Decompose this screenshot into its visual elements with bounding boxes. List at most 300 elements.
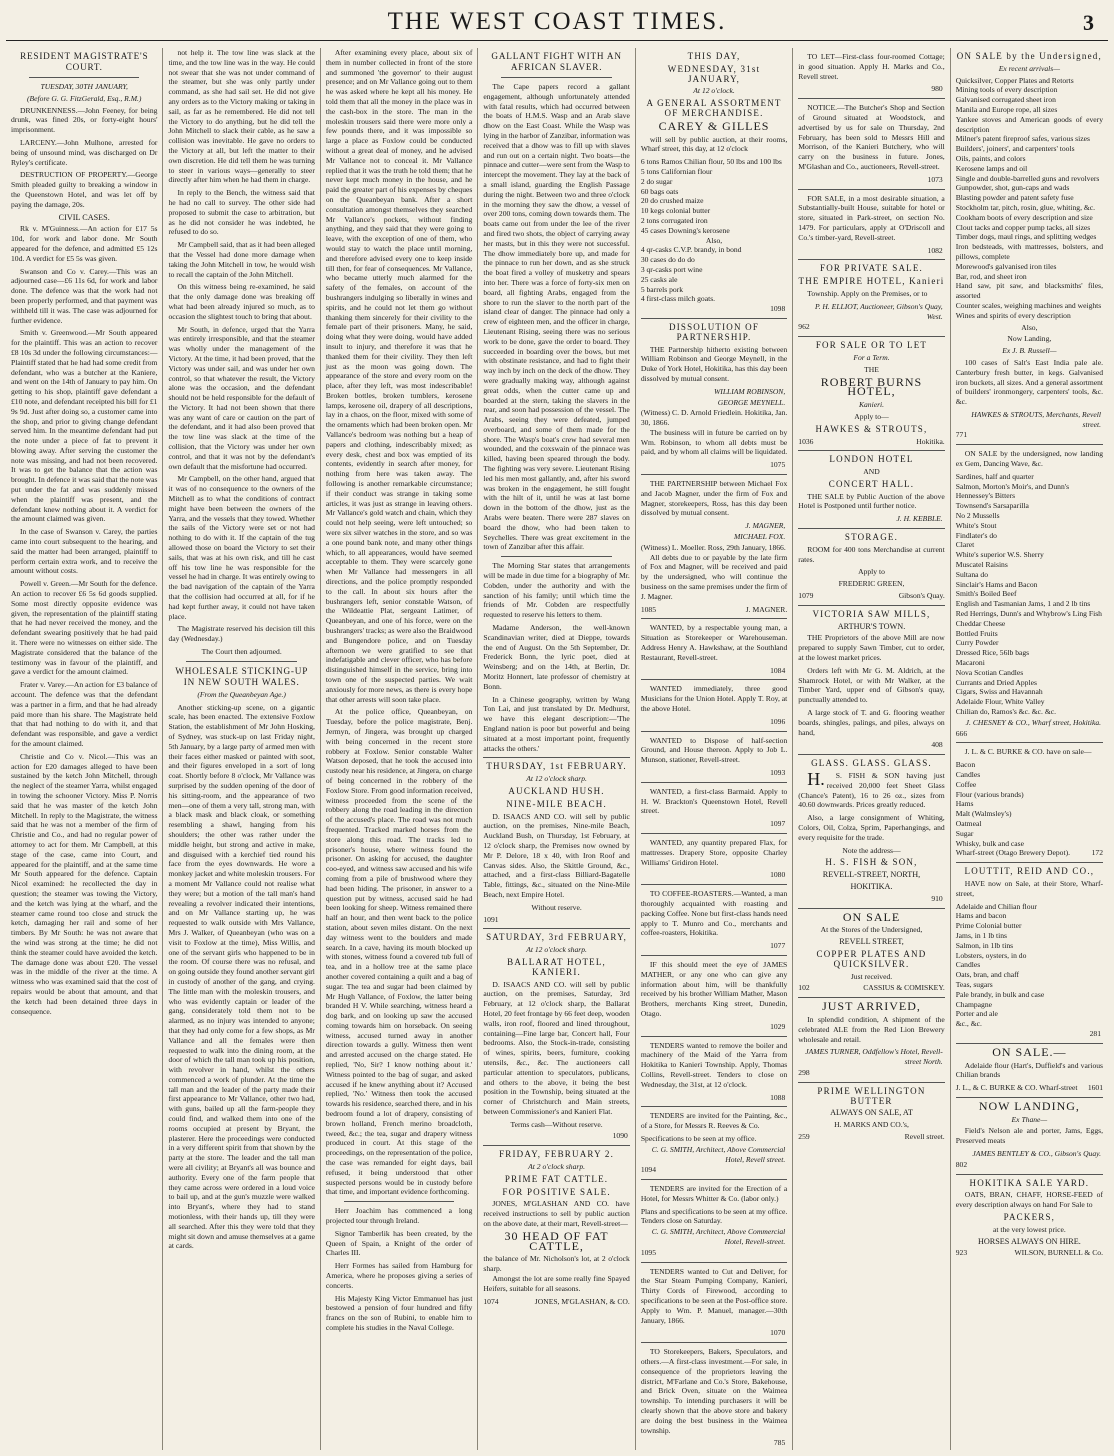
ad-headline: FOR SALE OR TO LET: [815, 340, 928, 351]
list-item: Flour (various brands): [955, 789, 1024, 799]
ad-footer: [483, 1297, 629, 1307]
divider: [501, 77, 611, 78]
divider: [956, 1043, 1103, 1044]
list-item: Macaroni: [955, 658, 985, 668]
divider: [798, 528, 944, 529]
ad-body: D. ISAACS AND CO. will sell by public auction, on the premises, Nine-mile Beach, Auckland Bush, on Thursday, 1st February, at 12 o'clock sharp, the Premises now owned by Mr P. Delore, 18 x 40, with Iron Roof and Canvas sides. Also, the Skittle Ground, &c., attached, and a first-class Billiard-Bagatelle Table, fittings, &c., situated on the Nine-Mile Beach, next Empire Hotel.: [483, 811, 630, 899]
list-item: Galvanised corrugated sheet iron: [955, 95, 1056, 105]
ad-body: the balance of Mr. Nicholson's lot, at 2 o'clock sharp.: [483, 1254, 630, 1274]
ad-body: Adelaide flour (Hart's, Duffield's and various Chilian brands: [955, 1060, 1104, 1080]
paragraph: Christie and Co v. Nicol.—This was an action for £20 damages alleged to have been sustained by the ketch John Mitchell, through the neglect of the steamer Yarra, whilst engaged in towing the schooner Victory. Miss P. Norris said that he was master of the ketch John Mitchell. In reply to the Magistrate, the witness said that he was not a member of the firm of Christie and Co., and had no regular power of attorney to act for them. Mr Campbell, at this stage of the case, came into Court, and appeared for the plaintiff, and at the same time Mr South appeared for the defence. Captain Nicol examined: he recollected the day in question; the steamer was towing the Victory, and the ketch was lying at the wharf, and the steamer came round too close and struck the ketch, damaging her rail and some of her timbers. By Mr South: he was not aware that the wind was strong at the time; he did not think the steamer could have avoided the ketch. The damage done was about £20. The vessel was in the middle of the river at the time. A witness who was examined said that the cost of repairs would be about that amount, and that the ketch had been detained three days in consequence.: [11, 751, 158, 1016]
article-heading: GALLANT FIGHT WITH AN AFRICAN SLAVER.: [491, 51, 622, 72]
ad-body: Just received.: [850, 971, 893, 981]
list-item: No 2 Mussells: [955, 511, 1000, 521]
ad-number: 298: [798, 1067, 810, 1077]
ad-signature: GEORGE MEYNELL.: [717, 397, 786, 407]
divider: [641, 1036, 787, 1037]
divider: [956, 742, 1103, 743]
divider: [501, 556, 611, 557]
ad-body: Specifications to be seen at my office.: [640, 1133, 757, 1143]
list-item: Gunpowder, shot, gun-caps and wads: [955, 183, 1070, 193]
ad-signature: J. H. KEBBLE.: [896, 514, 943, 524]
list-item: Hams: [955, 799, 974, 809]
divider: [798, 259, 944, 260]
paragraph: Madame Anderson, the well-known Scandinavian writer, died at Dieppe, towards the end of August. On the 5th September, Dr. Frederick Bonn, the lyric poet, died at Weinsberg; and on the 14th, at Berlin, Dr. Moritz Honnert, late professor of chemistry at Bonn.: [483, 623, 630, 691]
ad-body: THE SALE by Public Auction of the above Hotel is Postponed until further notice.: [798, 491, 945, 511]
ad-headline: STORAGE.: [844, 532, 899, 543]
ad-number: 785: [773, 1438, 786, 1448]
ad-body: WANTED immediately, three good Musicians for the Union Hotel. Apply T. Roy, at the above Hotel.: [640, 684, 788, 714]
paragraph: At the police office, Queanbeyan, on Tuesday, before the police magistrate, Benj. Jermyn, of Jingera, was brought up charged with being concerned in the recent store robbery at Foxlow. Senior constable Walter Watson deposed, that he took the accused into custody near his residence, at Jingera, on charge of being concerned in the robbery of the Foxlow Store. From good information received, witness proceeded from the scene of the robbery along the road leading in the direction of the accused's place. The road was not much frequented. Tracked marked horses from the store along this road. The tracks led to prisoner's house, where witness found the prisoner. On asking for accused, the daughter coo-eyed, and witness saw accused and his wife coming from a pile of brushwood where they had been hiding. The prisoner, in answer to a question put by witness, accused said he had been looking for sheep. Witness remained there half an hour, and then went back to the police station, about seven miles distant. On the next day witness went to the boulders and made search. In a cave, having its mouth blocked up with stones, witness found a covered tub full of tea, and in a hollow tree at the same place another covered containing a quilt and a bag of sugar. The tea and sugar had been claimed by Mr Hugh Vallance, of Foxlow, the latter being branded H V. While searching, witness heard a dog bark, and on looking up saw the accused coming towards him on horseback. On seeing witness, accused turned away in another direction towards a gully. Witness then went and arrested accused on the charge stated. He replied, 'No, Sir? I know nothing about it.' Witness pointed to the bag of sugar, and asked accused if he knew anything about it? Accused replied, 'No.' Witness then took the accused towards his residence, searched there, and in his bedroom found a lot of drapery, consisting of brown holland, French merino broadcloth, tweed, &c.; the tea, sugar and drapery witness produced in court. At this stage of the proceedings, on the representation of the police, the case was remanded for eight days, bail refused, it being understood that other suspected persons would be in custody before that time, and important evidence forthcoming.: [325, 707, 473, 1197]
divider: [29, 77, 139, 78]
list-item: Champagne: [955, 999, 992, 1009]
tender-ad: [641, 1267, 787, 1339]
column-4: [478, 48, 635, 1450]
ad-body: JONES, M'GLASHAN AND CO. have received instructions to sell by public auction on the above date, at their mart, Revell-street—: [483, 1199, 630, 1229]
list-item: 45 cases Downing's kerosene: [640, 225, 730, 235]
list-item: Clout tacks and copper pump tacks, all sizes: [955, 222, 1091, 232]
paragraph: Herr Joachim has commenced a long projected tour through Ireland.: [325, 1206, 473, 1226]
paragraph: Frater v. Varey.—An action for £3 balance of account. The defence was that the defendant was a partner in a firm, and that he had already paid more than his share. The Magistrate held that that had nothing to do with it, and that defendant was responsible, and gave a verdict for the amount claimed.: [11, 680, 158, 748]
list-item: Single and double-barrelled guns and revolvers: [955, 173, 1100, 183]
ad-body: Also, a large consignment of Whiting, Colors, Oil, Colza, Sprim, Paperhangings, and every requisite for the trade.: [798, 813, 945, 842]
paragraph: not help it. The tow line was slack at the time, and the tow line was in the way. He could not swear that she was not under command of the steamer, but she was only partly under command, as she had sail set. He did not give any orders as to the Victory making or taking in sail, as far as he remembered. He did not tell the Victory to do anything, but he did tell the John Mitchell to slack their cable, as he saw a collision was inevitable. He gave no orders to the Victory at all, but left the matter to their own discretion. He did tell them he was turning to steer in various ways—generally to steer directly after him when he had them in charge.: [168, 48, 315, 185]
list-item: Stockholm tar, pitch, rosin, glue, whiting, &c.: [955, 202, 1096, 212]
list-item: Adelaide Flour, White Valley: [955, 697, 1045, 707]
auction-ad: [483, 1150, 629, 1306]
ad-headline: HOKITIKA SALE YARD.: [969, 1177, 1090, 1188]
list-item: Sardines, half and quarter: [955, 471, 1034, 481]
list-item: Whisky, bulk and case: [955, 838, 1024, 848]
goods-list: [956, 902, 1103, 1029]
ad-and: AND: [863, 467, 880, 477]
list-item: 5 barrels pork: [640, 284, 683, 294]
list-item: Candles: [955, 769, 981, 779]
list-item: Teas, sugars: [955, 979, 993, 989]
ad-date: FRIDAY, FEBRUARY 2.: [499, 1149, 615, 1160]
landing-ad: [955, 1098, 1104, 1170]
divider: [641, 1106, 787, 1107]
ad-body: WANTED, any quantity prepared Flax, for mattresses. Drapery Store, opposite Charley Williams' Gridiron Hotel.: [640, 837, 788, 867]
divider: [641, 884, 787, 885]
list-item: Muscatel Raisins: [955, 560, 1008, 570]
ad-subhead: ALWAYS ON SALE, AT: [830, 1108, 913, 1118]
list-item: Bacon: [955, 760, 976, 770]
page-number: 3: [1083, 10, 1094, 35]
list-item: Kerosene lamps and oil: [955, 163, 1028, 173]
on-sale-ad: [956, 867, 1103, 1039]
ad-subhead: Ex Thane—: [1011, 1114, 1048, 1124]
ad-number: 771: [955, 430, 968, 440]
ad-signature: H. MARKS AND CO.'s,: [834, 1120, 909, 1130]
ad-body: WANTED, a first-class Barmaid. Apply to H. W. Brackton's Queenstown Hotel, Revell street.: [640, 786, 788, 816]
list-item: Counter scales, weighing machines and weights: [955, 300, 1102, 310]
ad-number: 1098: [770, 304, 786, 314]
ad-body: At the Stores of the Undersigned,: [820, 925, 923, 935]
list-item: Hand saw, pit saw, and blacksmiths' files, assorted: [955, 281, 1104, 301]
list-item: Yankee stoves and American goods of every description: [955, 114, 1104, 134]
ad-signature: J. L., & C. BURKE & CO. Wharf-street: [955, 1083, 1078, 1093]
ad-body: TENDERS are invited for the Painting, &c., of a Store, for Messrs R. Reeves & Co.: [640, 1111, 788, 1131]
ad-headline: FOR PRIVATE SALE.: [819, 263, 923, 274]
ad-place: BALLARAT HOTEL, KANIERI.: [507, 956, 606, 977]
goods-list: [956, 76, 1103, 321]
divider: [956, 862, 1103, 863]
paragraph: DESTRUCTION OF PROPERTY.—George Smith pleaded guilty to breaking a window in the Queenstown Hotel, and was let off by paying the damage, 20s.: [11, 170, 158, 209]
divider: [798, 754, 944, 755]
list-item: 4 first-class milch goats.: [640, 294, 716, 304]
sale-ad: [641, 1347, 787, 1448]
ad-body: THE PARTNERSHIP between Michael Fox and Jacob Magner, under the firm of Fox and Magner, storekeepers, Ross, has this day been dissolved by mutual consent.: [640, 479, 788, 518]
divider: [641, 782, 787, 783]
ad-body: WANTED, by a respectable young man, a Situation as Storekeeper or Warehouseman. Address Henry A. Hawkshaw, at the Southland Restaurant, Revell-street.: [640, 623, 788, 662]
ad-date: WEDNESDAY, 31st JANUARY,: [667, 63, 761, 84]
list-item: White's superior W.S. Sherry: [955, 550, 1044, 560]
ad-body: 100 cases of Salt's East India pale ale. Canterbury fresh butter, in kegs. Galvanised iron buckets, all sizes. And a general assortment of builders' ironmongery, carpenters' tools, &c. &c.: [955, 357, 1104, 407]
ad-witness: (Witness) L. Moeller. Ross, 29th January, 1866.: [640, 542, 786, 552]
paragraph: Mr Campbell said, that as it had been alleged that the Vessel had done more damage when taking the John Mitchell in tow, he would wish to recall the captain of the John Mitchell.: [168, 240, 315, 279]
ad-subhead: Ex recent arrivals—: [998, 63, 1061, 73]
ad-number: 1029: [770, 1021, 786, 1031]
ad-headline: ON SALE: [842, 909, 901, 924]
tender-ad: [641, 1041, 787, 1103]
column-7: [951, 48, 1108, 1450]
ad-number: 1088: [770, 1092, 786, 1102]
on-sale-ad: [956, 449, 1103, 738]
ad-time: At 12 o'clock.: [693, 86, 735, 96]
ad-headline: PRIME WELLINGTON BUTTER: [817, 1085, 926, 1106]
column-1: [6, 48, 163, 1450]
paragraph: Rk v. M'Guinness.—An action for £17 5s 10d, for work and labor done. Mr South appeared for the defence, and admitted £5 12s 10d. A verdict for £5 5s was given.: [11, 224, 158, 263]
list-item: 60 bags oats: [640, 186, 679, 196]
civil-cases-heading: CIVIL CASES.: [58, 212, 110, 222]
wanted-ad: [641, 838, 787, 880]
storage-ad: [798, 533, 944, 601]
list-item: 30 cases do do do: [640, 255, 695, 265]
ad-address: REVELL-STREET, NORTH,: [822, 870, 921, 880]
divider: [641, 318, 787, 319]
ad-landing: Now Landing,: [1007, 334, 1052, 344]
list-item: Iron bedsteads, with mattresses, bolsters, and pillows, complete: [955, 242, 1104, 261]
divider: [798, 189, 944, 190]
ad-title: CONCERT HALL.: [828, 478, 915, 489]
list-item: Manila and Europe rope, all sizes: [955, 104, 1058, 114]
ad-body: WANTED to Dispose of half-section Ground, and House thereon. Apply to Job L. Munson, stationer, Revell-street.: [640, 735, 788, 765]
ad-body: FOR SALE, in a most desirable situation, a Substantially-built House, suitable for hotel or store, situated in Park-street, on section No. 1479. For particulars, apply at O'Driscoll and Co.'s timber-yard, Revell-street.: [798, 193, 945, 242]
paragraph: Swanson and Co v. Carey.—This was an adjourned case—£6 11s 6d, for work and labor done. The defence was that the work had not been properly performed, and that payment was withheld till it was. The case was adjourned for further evidence.: [11, 266, 158, 325]
divider: [483, 928, 629, 929]
ad-ex: Ex J. B. Russell—: [1002, 346, 1057, 356]
ad-subhead: HAVE now on Sale, at their Store, Wharf-street,: [955, 878, 1104, 898]
ad-number: 1091: [483, 914, 499, 924]
court-heading: RESIDENT MAGISTRATE'S COURT.: [20, 51, 149, 72]
article-heading: WHOLESALE STICKING-UP IN NEW SOUTH WALES.: [175, 665, 309, 687]
ad-number: 1079: [798, 591, 814, 601]
list-item: Lobsters, oysters, in do: [955, 950, 1027, 960]
paragraph: The Morning Star states that arrangements will be made in due time for a biography of Mr. Cobden, under the authority and with the sanction of his family; until which time the friends of Mr. Cobden are respectfully requested to reserve his letters to them.: [483, 561, 630, 620]
ad-signature: J. CHESNEY & CO., Wharf street, Hokitika.: [965, 717, 1102, 727]
ad-signature: FREDERIC GREEN,: [838, 579, 905, 589]
ad-price: at the very lowest price.: [992, 1224, 1066, 1234]
column-3: [321, 48, 478, 1450]
list-item: Cigars, Swiss and Havannah: [955, 687, 1043, 697]
ad-number: 1080: [770, 870, 786, 880]
ad-body: A large stock of T. and G. flooring weather boards, shingles, palings, and piles, always on hand,: [798, 708, 945, 737]
glass-ad: [798, 759, 944, 903]
ad-the: THE: [864, 364, 879, 374]
ad-body: ROOM for 400 tons Merchandise at current rates.: [798, 544, 945, 564]
ad-item: COPPER PLATES AND QUICKSILVER.: [816, 948, 927, 969]
list-item: Smith's Boiled Beef: [955, 589, 1017, 599]
ad-number: 1090: [612, 1131, 628, 1141]
list-item: Candles: [955, 960, 981, 970]
masthead: [6, 0, 1108, 41]
ad-number: 1096: [770, 716, 786, 726]
ad-title: ROBERT BURNS HOTEL,: [820, 374, 923, 399]
list-item: Oatmeal: [955, 818, 982, 828]
divider: [641, 1342, 787, 1343]
ad-number: 408: [931, 740, 943, 750]
article-source: (From the Queanbeyan Age.): [197, 689, 286, 699]
ad-number: 666: [955, 728, 968, 738]
divider: [186, 661, 296, 662]
paragraph: LARCENY.—John Mulhone, arrested for being of unsound mind, was discharged on Dr Ryley's certificate.: [11, 137, 158, 167]
list-item: Blasting powder and patent safety fuse: [955, 193, 1074, 203]
tender-ad: [641, 1111, 787, 1175]
wanted-ad: [641, 787, 787, 829]
list-item: Oils, paints, and colors: [955, 153, 1026, 163]
wanted-ad: [641, 736, 787, 778]
ad-headline: LOUTTIT, REID AND CO.,: [964, 866, 1095, 877]
divider: [956, 1174, 1103, 1175]
list-item: 6 tons Ramos Chilian flour, 50 lbs and 100 lbs: [640, 157, 782, 167]
list-item: Timber dogs, maul rings, and splitting wedges: [955, 232, 1097, 242]
ad-signature: HAWKES & STROUTS,: [815, 423, 928, 434]
paragraph: Mr Campbell, on the other hand, argued that it was of no consequence to the owners of the Mitchell as to what the conditions of contract might have been between the owners of the Yarra, and the vessels that they towed. Whether the sails of the Victory were set or not had nothing to do with it. If the captain of the tug allowed those on board the Victory to set their sails, that was at his own risk, and till he cast off his tow line he was responsible for the vessel he had in charge. It was entirely owing to the bad navigation of the captain of the Yarra that the collision had occurred at all, for if he had kept further away, it could not have taken place.: [168, 474, 315, 621]
divider: [641, 955, 787, 956]
paragraph: After examining every place, about six of them in number collected in front of the store and summoned 'the governor' to their august presence; and on Mr Vallance going out to them he was asked where he kept all his money. He told them that all the money in the place was in the cash-box in the store. The man in the moleskin trousers said there were more only a few pounds there, and it was impossible so large a place as Foxlow could be conducted without a great deal of money, and he advised Mr Vallance not to conceal it. Mr Vallance replied that it was the truth he told them; that he never kept much money in the house, and he paid the greater part of his expenses by cheques on the Queanbeyan bank. After a short consultation amongst themselves they searched Mr Vallance's pockets, without finding anything, and they said that they were going to leave, with the exception of one of them, who would stay to watch the place until morning, and therefore advised every one to keep inside till then, for fear of consequences. Mr Vallance, who became utterly much alarmed for the safety of the females, on account of the bushrangers indulging so liberally in wines and spirits, and he could not let them go without thanking them sincerely for their civility to the female part of their prisoners. Many, he said, doing what they were doing, would have added insult to injury, and therefore it was that he thanked them for their civility. They then left just as the moon was going down. The appearance of the store and every room on the place, after they left, was most indescribable! Broken bottles, broken tumblers, kerosene lamps, kerosene oil, drapery of all descriptions, lay in a chaos, on the floor, mixed with some of the ornaments which had been broken open. Mr Vallance's bedroom was nothing but a heap of papers and clothing, indescribably mixed; as every desk, chest and box was emptied of its contents, evidently in search after money, for nothing from here was taken away. The following is another remarkable circumstance; if their conduct was strange in taking some articles, it was just as strange in leaving others. Mr Vallance's gold watch and chain, which they could not help seeing, were left untouched; so were six silver watches in the store, and so was a one pound bank note, and many other things which, to all appearances, would have seemed acceptable to them. They were scarcely gone when Mr Vallance had messengers in all directions, and the police promptly responded to the call. In about six hours after the bushrangers left, senior constable Watson, of the Wildeattie Plat, sergeant Latimer, of Queanbeyan, and one of his force, were on the bushrangers' tracks; as were also the Braidwood and Bungendore police, and on Tuesday afternoon we were gratified to see that indefatigable and clever officer, who has before distinguished himself in the service, bring into town one of the suspected parties. We wait anxiously for more news, as there is every hope that other arrests will soon take place.: [325, 48, 473, 704]
ad-signature: J. MAGNER,: [745, 521, 786, 531]
ad-number: 923: [955, 1248, 968, 1258]
paragraph: Powell v. Green.—Mr South for the defence. An action to recover £6 5s 6d goods supplied. Some most directly opposite evidence was given, the representation of the plaintiff stating that he had never received the money, and the defendant swearing positively that he had paid it. There were no witnesses on either side. The Magistrate considered that the balance of the testimony was in favour of the plaintiff, and gave a verdict for the amount claimed.: [11, 579, 158, 677]
list-item: Jams, in 1 lb tins: [955, 930, 1007, 940]
ad-body: Field's Nelson ale and porter, Jams, Eggs, Preserved meats: [955, 1126, 1104, 1146]
ad-signature: WILLIAM ROBINSON,: [713, 386, 786, 396]
divider: [798, 98, 944, 99]
ad-place: Kanieri.: [858, 400, 885, 410]
list-item: White's Stout: [955, 520, 997, 530]
ad-footer: [956, 848, 1103, 858]
ad-body: NOTICE.—The Butcher's Shop and Section of Ground situated at Woodstock, and advertised by us for sale on Thursday, 2nd February, has been sold to Messrs Hill and Morrison, of the Kanieri Butchery, who will carry on the business in future. Jones, M'Glashan and Co., auctioneers, Revell-street.: [798, 103, 945, 171]
ad-body: All debts due to or payable by the late firm of Fox and Magner, will be received and paid by the undersigned, who will continue the business on the same premises under the firm of J. Magner.: [640, 552, 788, 601]
hotel-notice-ad: [798, 455, 944, 524]
ad-signature: WILSON, BURNELL & Co.: [1014, 1248, 1104, 1258]
list-item: Currants and Dried Apples: [955, 677, 1037, 687]
ad-note: Note the address—: [842, 845, 901, 855]
ad-headline: 30 HEAD OF FAT CATTLE,: [504, 1228, 609, 1253]
ad-headline: J. L. & C. BURKE & CO. have on sale—: [964, 747, 1092, 757]
ad-number: 1093: [770, 768, 786, 777]
ad-number: 1073: [927, 174, 943, 184]
ad-signature: JONES, M'GLASHAN, & CO.: [534, 1296, 630, 1306]
ad-body: TO COFFEE-ROASTERS.—Wanted, a man thoroughly acquainted with roasting and packing Coffee. None but first-class hands need apply to T. Munro and Co., merchants and coffee-roasters, Hokitika.: [640, 889, 788, 938]
divider: [798, 997, 944, 998]
paragraph: In the case of Swanson v. Carey, the parties came into court subsequent to the hearing, and said the matter had been arranged, plaintiff to perform certain extra work, and to receive the amount without costs.: [11, 527, 158, 576]
sale-yard-ad: [956, 1179, 1103, 1259]
column-2: [163, 48, 320, 1450]
ad-body: TENDERS wanted to remove the boiler and machinery of the Maid of the Yarra from Hokitika to Kanieri Township. Apply, Thomas Collins, Revell-street. Tenders to close on Wednesday, the 31st, at 12 o'clock.: [640, 1040, 788, 1089]
ad-witness: (Witness) C. D. Arnold Friedlein. Hokitika, Jan. 30, 1866.: [640, 408, 788, 428]
ad-also: Also,: [1021, 322, 1038, 332]
divider: [344, 1201, 454, 1202]
ad-signature: CASSIUS & COMISKEY.: [863, 983, 945, 993]
divider: [641, 679, 787, 680]
ad-place: NINE-MILE BEACH.: [506, 798, 607, 809]
ad-number: 1601: [1087, 1083, 1104, 1093]
goods-list: [956, 760, 1103, 848]
ad-signature: Wharf-street (Otago Brewery Depot).: [955, 848, 1070, 858]
ad-body: Township. Apply on the Premises, or to: [807, 288, 928, 298]
list-item: Also,: [705, 235, 723, 245]
ad-title: THE EMPIRE HOTEL, Kanieri: [798, 276, 945, 287]
list-item: Bottled Fruits: [955, 628, 998, 638]
ad-firm: CAREY & GILLES: [658, 118, 770, 133]
on-sale-ad: [956, 747, 1103, 858]
ad-subhead: ARTHUR'S TOWN.: [837, 621, 906, 631]
ad-footer: [956, 1248, 1103, 1258]
ad-place: PRIME FAT CATTLE.: [504, 1173, 609, 1184]
divider: [798, 450, 944, 451]
paragraph: Smith v. Greenwood.—Mr South appeared for the plaintiff. This was an action to recover £8 10s 3d under the following circumstances:—Plaintiff stated that he had had some credit from defendant, who was a butcher at the Kaniere, and went on the 14th of January to pay him. On getting to his shop, plaintiff gave defendant a £10 note, and defendant receipted his bill for £1 9s 9d. Just after doing so, a customer came into the shop, and prior to giving change defendant served him. In the meantime defendant had put the note under a piece of fat to prevent it blowing away. After serving the customer the note was missing, and had not been recovered. It was to get the balance that the action was brought. In defence it was said that the note was put under the fat and was suddenly missed when the plaintiff was present, and the defendant knew nothing about it. A verdict for the amount claimed was given.: [11, 328, 158, 524]
divider: [798, 336, 944, 337]
ad-body: will sell by public auction, at their rooms, Wharf street, this day, at 12 o'clock: [640, 134, 788, 154]
ad-body: Amongst the lot are some really fine Spayed Heifers, suitable for all seasons.: [483, 1274, 630, 1293]
list-item: 3 qr-casks port wine: [640, 264, 703, 274]
list-item: Prime Colonial butter: [955, 921, 1022, 931]
ad-terms: Without reserve.: [531, 902, 582, 912]
ad-subhead: For a Term.: [853, 352, 890, 362]
list-item: Mining tools of every description: [955, 85, 1058, 95]
list-item: Pale brandy, in bulk and case: [955, 989, 1045, 999]
ad-signature: P. H. ELLIOT, Auctioneer, Gibson's Quay, West.: [814, 301, 943, 321]
ad-body: D. ISAACS AND CO. will sell by public auction, on the premises, Saturday, 3rd February, at 12 o'clock sharp, the Ballarat Hotel, 20 feet frontage by 66 feet deep, wooden walls, iron roof, floored and lined throughout, containing—Fine large bar, Concert hall, Four bedrooms. Also, the Stock-in-trade, consisting of wines, spirits, beers, furniture, cooking utensils, &c., &c. The auctioneers call particular attention to speculators, publicans, and others to the above, it being the best position in the Township, being situated at the corner of Christchurch and Main streets, between Commissioner's and Kanieri Flat.: [483, 979, 630, 1116]
ad-number: 1094: [640, 1165, 656, 1175]
list-item: Bar, rod, and sheet iron: [955, 271, 1027, 281]
ad-number: 1082: [927, 245, 943, 255]
list-item: Claret: [955, 540, 975, 550]
paragraph: His Majesty King Victor Emmanuel has just bestowed a pension of four hundred and fifty francs on the son of Rubini, to enable him to complete his studies in the Naval College.: [325, 1293, 473, 1332]
auction-ad: [483, 933, 629, 1141]
ad-title: LONDON HOTEL: [829, 454, 914, 465]
divider: [641, 833, 787, 834]
list-item: Wines and spirits of every description: [955, 310, 1071, 320]
on-sale-ad: [956, 52, 1103, 440]
ad-body: The business will in future be carried on by Wm. Robinson, to whom all debts must be paid, and by whom all claims will be liquidated.: [640, 427, 788, 457]
goods-list: [641, 157, 787, 304]
arrival-ad: [798, 999, 945, 1078]
ad-number: 172: [1091, 848, 1104, 858]
ad-footer: [641, 605, 787, 615]
hotel-sale-ad: [798, 341, 944, 446]
list-item: Townsend's Sarsaparilla: [955, 501, 1029, 511]
ad-apply: Apply to: [858, 567, 885, 577]
divider: [641, 731, 787, 732]
list-item: Porter and ale: [955, 1009, 998, 1019]
list-item: &c., &c.: [955, 1019, 982, 1029]
ad-number: 1097: [770, 819, 786, 829]
let-ad: [798, 52, 944, 94]
list-item: Hennessey's Bitters: [955, 491, 1016, 501]
ad-signature: JAMES BENTLEY & CO., Gibson's Quay.: [972, 1149, 1102, 1159]
on-sale-ad: [798, 909, 945, 994]
ad-number: 910: [931, 893, 943, 903]
list-item: English and Tasmanian Jams, 1 and 2 lb tins: [955, 599, 1091, 609]
ad-number: 1075: [770, 460, 786, 470]
ad-number: 1070: [770, 1328, 786, 1338]
list-item: Morewood's galvanised iron tiles: [955, 261, 1057, 271]
list-item: Cookham boots of every description and size: [955, 212, 1093, 222]
paragraph: Herr Formes has sailed from Hamburg for America, where he proposes giving a series of concerts.: [325, 1261, 473, 1290]
list-item: Chilian do, Ramos's &c. &c. &c.: [955, 707, 1057, 716]
ad-place: FOR POSITIVE SALE.: [502, 1186, 611, 1197]
list-item: Builders', joiners', and carpenters' tools: [955, 144, 1075, 154]
ad-footer: [798, 591, 944, 601]
ad-headline: ON SALE.—: [992, 1044, 1067, 1059]
ad-signature: C. G. SMITH, Architect, Above Commercial Hotel, Revell-street.: [651, 1227, 786, 1247]
ad-body: TENDERS are invited for the Erection of a Hotel, for Messrs Whitter & Co. (labor only.): [640, 1184, 788, 1203]
divider: [798, 605, 944, 606]
ad-body: IF this should meet the eye of JAMES MATHER, or any one who can give any information about him, will be thankfully received by his brother William Mather, Mason Brothers, merchants King street, Dunedin, Otago.: [640, 959, 788, 1018]
paragraph: Another sticking-up scene, on a gigantic scale, has been enacted. The extensive Foxlow Station, the establishment of Mr John Hosking, of Sydney, was stuck-up on last Friday night, 5th January, by a large party of armed men with their faces either masked or painted with soot, and their figures enveloped in a sort of long coat. Shortly before 8 o'clock, Mr Vallance was surprised by the sudden opening of the door of his sitting-room, and the appearance of two men—one of them a very tall, strong man, with a black mask and black cloak, or something resembling a shawl, hanging from his shoulders; the other was rather under the middle height, but strong and active in make, and disguised with a kerchief tied round his face from the eyes downwards. He wore a monkey jacket and white moleskin trousers. For a moment Mr Vallance could not realise what they were; but a motion of the tall man's hand revealing a revolver indicated their intentions, and on Mr Vallance starting up, he was requested to walk outside with Mrs Vallance, Mrs J. Walker, of Queanbeyan (who was on a visit to Foxlow at the time), Miss Willis, and one of the servant girls who happened to be in the room. Of course there was no refusal, and on going outside they found another servant girl in custody of another of the gang, and crying. The little man with the moleskin trousers, and who was evidently captain or leader of the gang, considerately told them not to be alarmed, as no injury was intended to anyone; that they had only come for a few shops, as Mr Vallance and all the females were then requested to walk into the dining room, at the door of which the tall man took up his position, with revolver in hand, whilst the others commenced a work of plunder. At the time the tall man and the leader of the party made their first appearance to Mr Vallance, other two had, with guns, bailed up all the farm-people they could find, and walked them into one of the rooms occupied at present by Bryant, the plasterer. Here the proceedings were conducted in a very different spirit from that shown by the party at the store. The leader and the tall man were all civility; at Bryant's all was bounce and authority. Every one of the farm people that they came across were ordered in a loud voice to bail up, and at the gun's muzzle were walked into Bryant's, where they had to stand motionless, with their hands up, till they were all searched. After this they were told that they might sit down and amuse themselves at a game at cards.: [168, 702, 315, 1251]
list-item: Findlater's do: [955, 530, 997, 540]
ad-time: At 12 o'clock sharp.: [526, 774, 587, 784]
ad-signature: H. S. FISH & SON,: [825, 857, 918, 868]
divider: [956, 444, 1103, 445]
ad-number: 259: [798, 1131, 810, 1141]
list-item: Salmon, in 1lb tins: [955, 940, 1014, 950]
ad-body: TENDERS wanted to Cut and Deliver, for the Star Steam Pumping Company, Kanieri, Thirty Cords of Firewood, according to specifications to be seen at the Post-office store. Apply to Wm. P. Manuel, manager.—30th January, 1866.: [640, 1266, 788, 1325]
ad-footer: [956, 1083, 1103, 1093]
ad-town: HOKITIKA.: [850, 881, 893, 891]
ad-footer: [798, 437, 944, 447]
ad-signature: MICHAEL FOX.: [733, 532, 786, 542]
list-item: Coffee: [955, 779, 977, 789]
ad-number: 281: [1089, 1028, 1102, 1038]
divider: [956, 1097, 1103, 1098]
list-item: Oats, bran, and chaff: [955, 970, 1020, 980]
list-item: 2 tons corrugated iron: [640, 215, 708, 225]
ad-number: 1036: [798, 436, 814, 446]
paragraph: On this witness being re-examined, he said that the only damage done was breaking off what had been already injured so much, as to occasion the slightest touch to bring that about.: [168, 282, 315, 321]
ad-headline: ON SALE by the undersigned, now landing ex Gem, Dancing Wave, &c.: [955, 449, 1104, 469]
ad-signature: JAMES TURNER, Oddfellow's Hotel, Revell-street North.: [805, 1047, 943, 1067]
notice-ad: [641, 323, 787, 470]
on-sale-ad: [955, 1044, 1104, 1093]
ad-signature: J. MAGNER.: [745, 604, 788, 614]
list-item: Red Herrings, Dunn's and Whybrow's Ling Fish: [955, 609, 1102, 619]
ad-number: 102: [798, 983, 810, 993]
tender-ad: [641, 1184, 787, 1258]
ad-body: THE Partnership hitherto existing between William Robinson and George Meynell, in the Duke of York Hotel, Hokitika, has this day been dissolved by mutual consent.: [640, 344, 788, 383]
court-bench: (Before G. G. FitzGerald, Esq., R.M.): [27, 93, 142, 103]
list-item: 4 qr-casks C.V.P. brandy, in bond: [640, 245, 742, 255]
wanted-ad: [641, 623, 787, 675]
list-item: 5 tons Californian flour: [640, 166, 713, 176]
list-item: Dressed Rice, 56lb bags: [955, 648, 1030, 658]
ad-address: REVELL STREET,: [839, 937, 904, 947]
ad-headline: VICTORIA SAW MILLS,: [812, 608, 931, 619]
divider: [483, 1145, 629, 1146]
